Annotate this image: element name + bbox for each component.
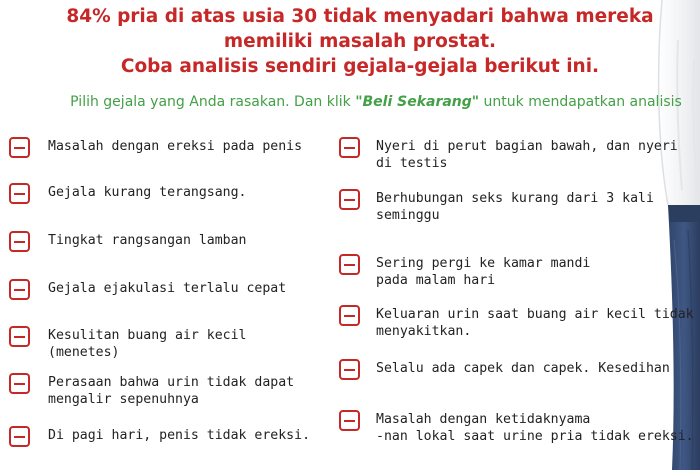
symptom-checkbox[interactable] bbox=[9, 426, 30, 447]
instruction-text-after: untuk mendapatkan analisis bbox=[479, 94, 682, 110]
symptom-label: Gejala ejakulasi terlalu cepat bbox=[48, 281, 287, 296]
buy-now-reference: "Beli Sekarang" bbox=[355, 94, 480, 110]
symptom-checkbox[interactable] bbox=[9, 279, 30, 300]
symptom-item[interactable] bbox=[339, 189, 654, 224]
symptom-item[interactable] bbox=[339, 305, 694, 340]
symptom-item[interactable] bbox=[9, 426, 310, 447]
symptom-checkbox[interactable] bbox=[9, 326, 30, 347]
symptom-checkbox[interactable] bbox=[339, 254, 360, 275]
instruction-text bbox=[0, 93, 700, 111]
symptom-label: Tingkat rangsangan lamban bbox=[48, 233, 247, 248]
symptom-item[interactable] bbox=[9, 183, 247, 204]
symptom-checkbox[interactable] bbox=[9, 137, 30, 158]
symptom-checkbox[interactable] bbox=[9, 231, 30, 252]
symptom-checkbox[interactable] bbox=[9, 183, 30, 204]
symptom-item[interactable] bbox=[9, 373, 294, 408]
symptom-item[interactable] bbox=[9, 137, 302, 158]
symptom-label: Perasaan bahwa urin tidak dapat mengalir sepenuhnya bbox=[48, 375, 295, 407]
symptom-checkbox[interactable] bbox=[9, 373, 30, 394]
headline-line-3: Coba analisis sendiri gejala-gejala berikut ini. bbox=[120, 56, 600, 77]
symptom-item[interactable] bbox=[339, 410, 694, 445]
symptom-label: Berhubungan seks kurang dari 3 kali seminggu bbox=[376, 191, 654, 223]
symptom-label: Kesulitan buang air kecil (menetes) bbox=[48, 328, 247, 360]
symptom-label: Masalah dengan ketidaknyama -nan lokal saat urine pria tidak ereksi. bbox=[376, 412, 694, 444]
symptom-label: Sering pergi ke kamar mandi pada malam hari bbox=[376, 256, 591, 288]
symptom-checkbox[interactable] bbox=[339, 189, 360, 210]
symptom-label: Di pagi hari, penis tidak ereksi. bbox=[48, 428, 311, 443]
symptom-item[interactable] bbox=[339, 137, 678, 172]
instruction-text-before: Pilih gejala yang Anda rasakan. Dan klik bbox=[70, 94, 356, 110]
symptom-label: Nyeri di perut bagian bawah, dan nyeri di testis bbox=[376, 139, 678, 171]
symptom-item[interactable] bbox=[339, 359, 670, 380]
symptom-label: Gejala kurang terangsang. bbox=[48, 185, 247, 200]
symptom-label: Selalu ada capek dan capek. Kesedihan bbox=[376, 361, 670, 376]
headline-line-2: memiliki masalah prostat. bbox=[223, 31, 497, 52]
symptom-checkbox[interactable] bbox=[339, 137, 360, 158]
symptom-label: Masalah dengan ereksi pada penis bbox=[48, 139, 303, 154]
headline bbox=[0, 4, 700, 79]
symptom-item[interactable] bbox=[339, 254, 590, 289]
headline-line-1: 84% pria di atas usia 30 tidak menyadari bahwa mereka bbox=[66, 6, 654, 27]
symptom-label: Keluaran urin saat buang air kecil tidak menyakitkan. bbox=[376, 307, 694, 339]
symptom-item[interactable] bbox=[9, 231, 247, 252]
symptom-checkbox[interactable] bbox=[339, 359, 360, 380]
symptom-checkbox[interactable] bbox=[339, 410, 360, 431]
symptom-item[interactable] bbox=[9, 279, 286, 300]
symptom-checkbox[interactable] bbox=[339, 305, 360, 326]
symptom-item[interactable] bbox=[9, 326, 247, 361]
